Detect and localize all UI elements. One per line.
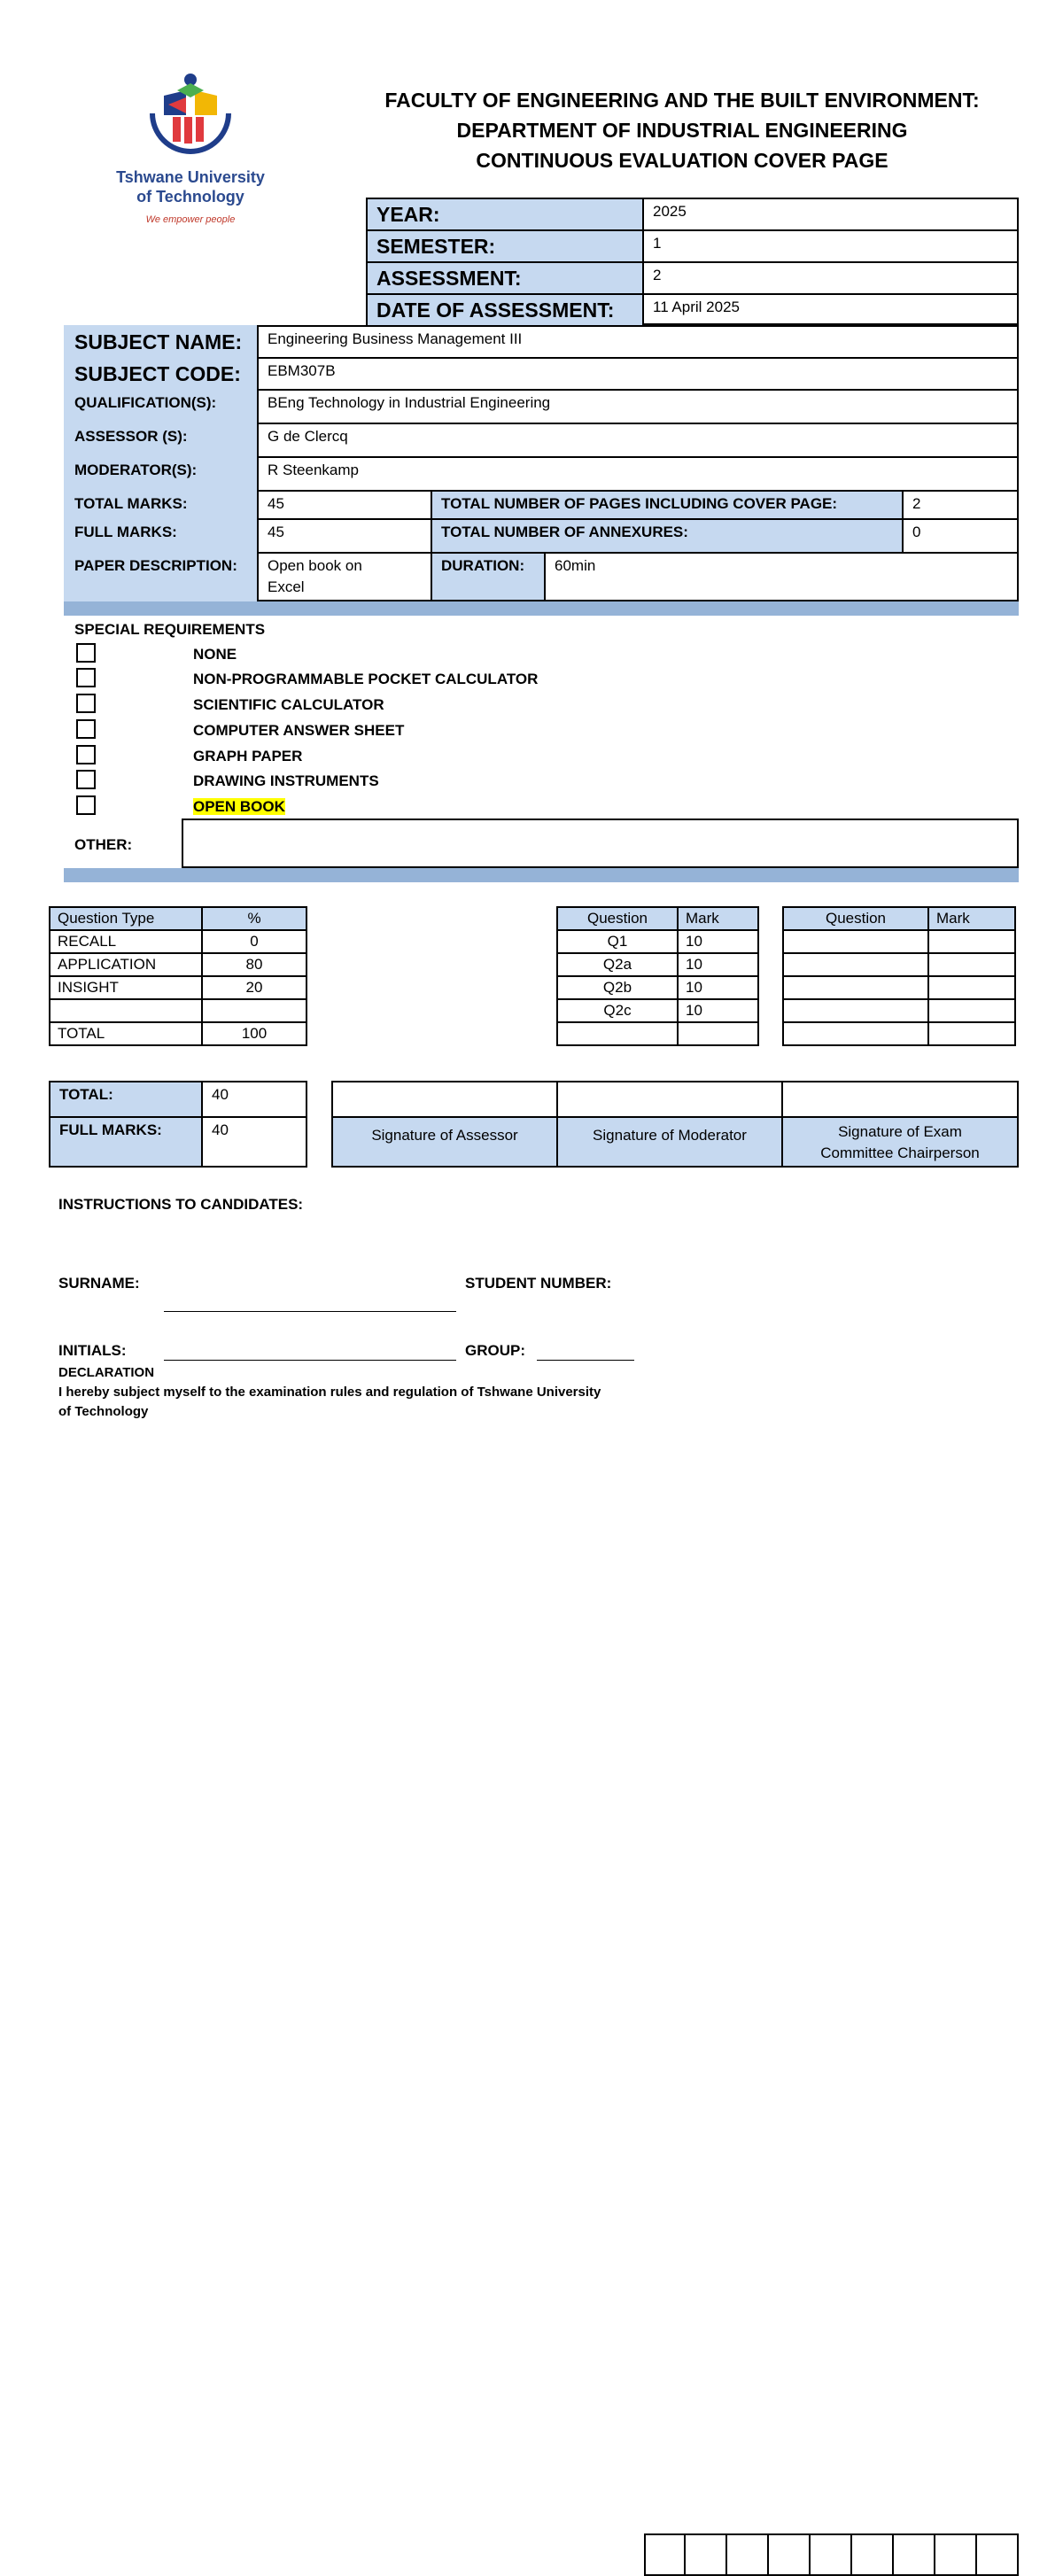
signature-chair-label [783,1118,1017,1166]
total-marks-label: TOTAL MARKS: [74,495,188,512]
qt-row-value: 100 [202,1022,306,1045]
mt2-cell [783,999,928,1022]
student-number-box[interactable] [686,2533,727,2576]
paper-description-label: PAPER DESCRIPTION: [74,557,237,574]
mt2-cell [783,1022,928,1045]
declaration-title: DECLARATION [58,1365,155,1380]
signatures-table [331,1081,1019,1168]
header-line3: CONTINUOUS EVALUATION COVER PAGE [476,149,888,172]
year-label: YEAR: [368,199,644,231]
logo-line2: of Technology [136,188,244,206]
moderator-value: R Steenkamp [259,458,1017,492]
semester-value: 1 [644,231,1017,263]
mt2-header-mark: Mark [928,907,1015,930]
date-label: DATE OF ASSESSMENT: [368,295,644,325]
req-scientific-calculator: SCIENTIFIC CALCULATOR [193,696,384,713]
signature-chair-line1: Signature of Exam [838,1123,962,1140]
surname-input[interactable] [164,1293,456,1312]
total-marks-value: 45 [259,492,432,520]
assessor-label: ASSESSOR (S): [74,428,188,445]
declaration-line1: I hereby subject myself to the examination rules and regulation of Tshwane University [58,1385,601,1400]
qt-row-value: 80 [202,953,306,976]
totals-total-label: TOTAL: [50,1082,203,1118]
checkbox-pocket-calculator[interactable] [76,668,96,687]
paper-description-value [259,554,432,600]
annexures-label: TOTAL NUMBER OF ANNEXURES: [432,520,904,554]
mt2-cell [928,953,1015,976]
mt-row-mark: 10 [678,953,758,976]
qt-row-label: APPLICATION [50,953,202,976]
logo-tagline: We empower people [145,214,236,225]
checkbox-graph-paper[interactable] [76,745,96,764]
mt-row-mark: 10 [678,930,758,953]
mt-header-question: Question [557,907,678,930]
initials-label: INITIALS: [58,1342,127,1359]
mt-row-mark [678,1022,758,1045]
divider-bar-top [64,601,1019,616]
mt-row-question [557,1022,678,1045]
student-number-box[interactable] [769,2533,811,2576]
checkbox-computer-answer-sheet[interactable] [76,719,96,739]
totals-total-value: 40 [203,1082,306,1118]
totals-table [49,1081,307,1168]
mt2-cell [928,1022,1015,1045]
qt-row-value: 0 [202,930,306,953]
mt-row-mark: 10 [678,976,758,999]
group-input[interactable] [537,1342,634,1361]
mt-row-question: Q2b [557,976,678,999]
signature-moderator-label: Signature of Moderator [558,1118,783,1166]
signature-chair-line2: Committee Chairperson [820,1144,980,1161]
mt2-cell [928,976,1015,999]
signature-moderator-space[interactable] [558,1082,783,1118]
annexures-value: 0 [904,520,1017,554]
year-value: 2025 [644,199,1017,231]
mt-row-mark: 10 [678,999,758,1022]
mt-row-question: Q2c [557,999,678,1022]
signature-assessor-label: Signature of Assessor [333,1118,558,1166]
req-pocket-calculator: NON-PROGRAMMABLE POCKET CALCULATOR [193,671,539,687]
qt-header-percent: % [202,907,306,930]
req-graph-paper: GRAPH PAPER [193,748,303,764]
header-line1: FACULTY OF ENGINEERING AND THE BUILT ENVIRONMENT: [384,89,980,112]
subject-code-value: EBM307B [259,359,1017,391]
header-line2: DEPARTMENT OF INDUSTRIAL ENGINEERING [456,119,908,142]
paper-line1: Open book on [268,557,362,574]
assessment-value: 2 [644,263,1017,295]
subject-value-table [257,325,1019,601]
qt-header-type: Question Type [50,907,202,930]
pages-label: TOTAL NUMBER OF PAGES INCLUDING COVER PAGE: [432,492,904,520]
qt-row-label: TOTAL [50,1022,202,1045]
paper-line2: Excel [268,578,305,595]
totals-full-value: 40 [212,1121,229,1138]
logo-line1: Tshwane University [116,168,265,186]
student-number-box[interactable] [852,2533,894,2576]
duration-value: 60min [555,557,596,574]
req-none: NONE [193,646,237,663]
student-number-box[interactable] [644,2533,686,2576]
subject-name-label: SUBJECT NAME: [74,330,243,353]
req-drawing-instruments: DRAWING INSTRUMENTS [193,772,379,789]
pages-value: 2 [904,492,1017,520]
instructions-label: INSTRUCTIONS TO CANDIDATES: [58,1196,304,1213]
divider-bar-bottom [64,868,1019,882]
mt2-header-question: Question [783,907,928,930]
student-number-box[interactable] [727,2533,769,2576]
duration-label: DURATION: [432,554,546,600]
assessor-value: G de Clercq [259,424,1017,458]
student-number-box[interactable] [894,2533,935,2576]
assessment-label: ASSESSMENT: [368,263,644,295]
student-number-box[interactable] [811,2533,852,2576]
mt-row-question: Q2a [557,953,678,976]
group-label: GROUP: [465,1342,525,1359]
surname-label: SURNAME: [58,1275,140,1292]
logo-emblem-icon [142,71,239,168]
qualification-label: QUALIFICATION(S): [74,394,217,411]
mt-header-mark: Mark [678,907,758,930]
special-requirements-title: SPECIAL REQUIREMENTS [74,621,266,638]
signature-chair-space[interactable] [783,1082,1017,1118]
qt-row-value: 20 [202,976,306,999]
top-table [366,198,1019,325]
student-number-box[interactable] [977,2533,1019,2576]
req-open-book [193,798,285,816]
qt-row-label [50,999,202,1022]
full-marks-label: FULL MARKS: [74,524,177,540]
mt2-cell [783,976,928,999]
subject-name-value: Engineering Business Management III [259,327,1017,359]
mt2-cell [928,930,1015,953]
marks-table-2 [782,906,1016,1046]
checkbox-none[interactable] [76,643,96,663]
question-type-table [49,906,307,1046]
university-logo [97,71,283,239]
initials-input[interactable] [164,1342,456,1361]
totals-full-label: FULL MARKS: [50,1118,203,1166]
date-value: 11 April 2025 [653,299,740,315]
qt-row-value [202,999,306,1022]
checkbox-drawing-instruments[interactable] [76,770,96,789]
moderator-label: MODERATOR(S): [74,462,198,478]
student-number-label: STUDENT NUMBER: [465,1275,612,1292]
mt2-cell [783,953,928,976]
req-open-book-text: OPEN BOOK [193,798,285,815]
signature-assessor-space[interactable] [333,1082,558,1118]
req-computer-answer-sheet: COMPUTER ANSWER SHEET [193,722,405,739]
other-input[interactable] [182,819,1019,868]
mt2-cell [928,999,1015,1022]
declaration-line2: of Technology [58,1404,149,1419]
mt-row-question: Q1 [557,930,678,953]
mt2-cell [783,930,928,953]
subject-code-label: SUBJECT CODE: [74,362,241,385]
checkbox-open-book[interactable] [76,795,96,815]
marks-table [556,906,759,1046]
checkbox-scientific-calculator[interactable] [76,694,96,713]
qualification-value: BEng Technology in Industrial Engineering [259,391,1017,424]
qt-row-label: INSIGHT [50,976,202,999]
full-marks-value: 45 [259,520,432,554]
semester-label: SEMESTER: [368,231,644,263]
other-label: OTHER: [74,836,133,853]
qt-row-label: RECALL [50,930,202,953]
student-number-box[interactable] [935,2533,977,2576]
